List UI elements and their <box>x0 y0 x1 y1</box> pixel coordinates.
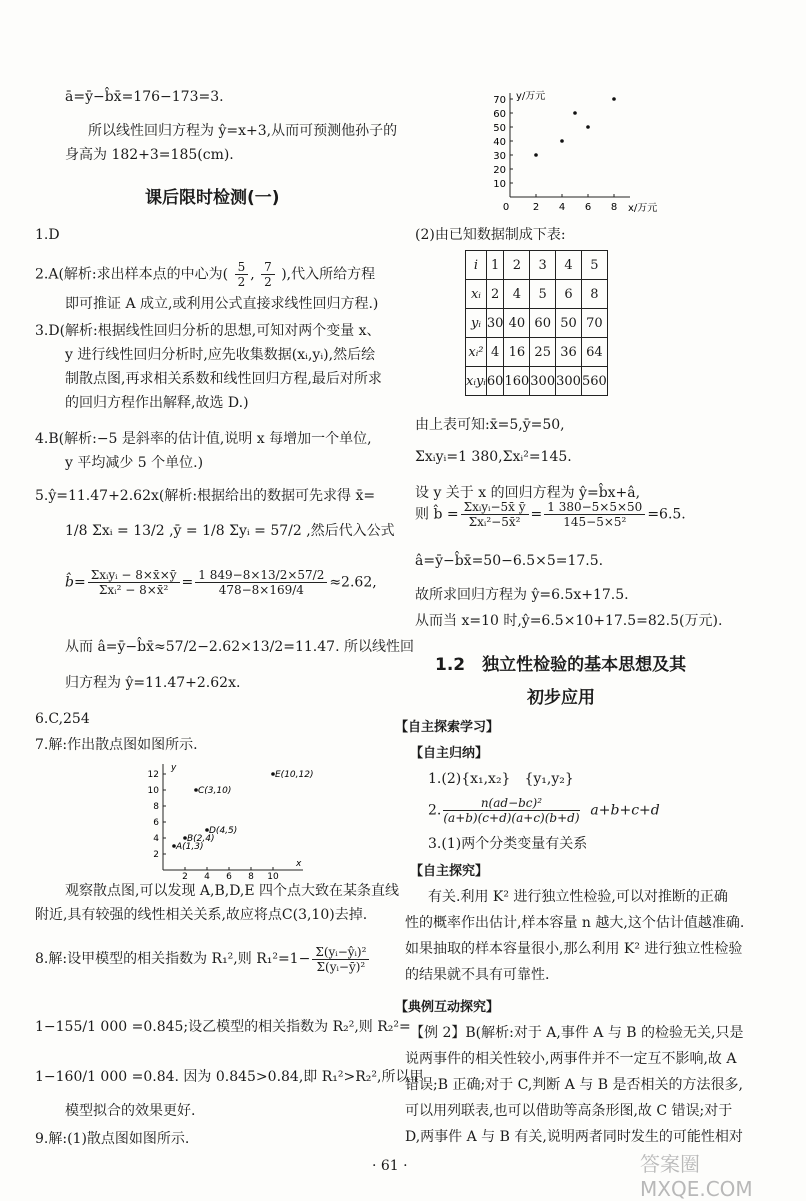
x-tick-label: 8 <box>248 872 254 882</box>
text-line: 说两事件的相关性较小,两事件并不一定互不影响,故 A <box>405 1051 737 1067</box>
y-tick-label: 70 <box>493 95 506 106</box>
answer-2: 2.A(解析:求出样本点的中心为( $\frac{5}{2}$ , $\frac{7}{2}$ ),代入所给方程 <box>35 260 376 289</box>
text-line: 可以用列联表,也可以借助等高条形图,故 C 错误;对于 <box>405 1103 733 1119</box>
answer-7: 7.解:作出散点图如图所示. <box>35 737 198 753</box>
y-tick-label: 8 <box>153 802 159 812</box>
answer-1: 1.D <box>35 227 60 243</box>
table-cell: 5 <box>530 280 556 309</box>
y-tick-label: 60 <box>493 109 506 120</box>
data-point <box>560 139 564 143</box>
answer-5: 5.ŷ=11.47+2.62x(解析:根据给出的数据可先求得 x̄= <box>35 488 376 504</box>
x-axis-label: x <box>296 859 302 869</box>
tag-heading: 【自主探索学习】 <box>395 720 500 735</box>
table-row <box>466 309 608 338</box>
y-tick-label: 20 <box>493 165 506 176</box>
table-row <box>466 280 608 309</box>
y-tick-label: 50 <box>493 123 506 134</box>
text-line: 3.(1)两个分类变量有关系 <box>428 836 588 852</box>
text-line: ā=ȳ−b̂x̄=176−173=3. <box>65 89 224 105</box>
text-line: 的结果就不具有可靠性. <box>405 967 550 983</box>
text-line: 观察散点图,可以发现 A,B,D,E 四个点大致在某条直线 <box>65 883 400 899</box>
x-tick-label: 4 <box>204 872 210 882</box>
x-tick-label: 2 <box>182 872 188 882</box>
table-cell: xᵢyᵢ <box>466 367 487 396</box>
point-label: C(3,10) <box>198 786 232 796</box>
text-line: 1/8 Σxᵢ = 13/2 ,ȳ = 1/8 Σyᵢ = 57/2 ,然后代入公式 <box>65 523 395 539</box>
table-row <box>466 367 608 396</box>
text-line: â=ȳ−b̂x̄=50−6.5×5=17.5. <box>415 553 604 569</box>
x-tick-label: 6 <box>226 872 232 882</box>
table-cell: xᵢ² <box>466 338 487 367</box>
y-tick-label: 4 <box>153 834 159 844</box>
data-point <box>534 153 538 157</box>
table-cell: 300 <box>530 367 556 396</box>
y-tick-label: 10 <box>147 786 159 796</box>
text-line: 即可推证 A 成立,或利用公式直接求线性回归方程.) <box>65 296 379 312</box>
text-line: 性的概率作出估计,样本容量 n 越大,这个估计值越准确. <box>405 915 745 931</box>
table-cell: 8 <box>581 280 607 309</box>
data-point <box>612 97 616 101</box>
y-tick-label: 2 <box>153 850 159 860</box>
text-line: 如果抽取的样本容量很小,那么利用 K² 进行独立性检验 <box>405 941 743 957</box>
table-cell: 300 <box>556 367 582 396</box>
table-cell: 64 <box>581 338 607 367</box>
text-line: 模型拟合的效果更好. <box>65 1103 196 1119</box>
y-tick-label: 12 <box>147 770 159 780</box>
text-line: 错误;B 正确;对于 C,判断 A 与 B 是否相关的方法很多, <box>405 1077 743 1093</box>
text-line: 附近,具有较强的线性相关关系,故应将点C(3,10)去掉. <box>35 907 368 923</box>
text-line: 1.(2){x₁,x₂} {y₁,y₂} <box>428 771 574 787</box>
text-line: 设 y 关于 x 的回归方程为 ŷ=b̂x+â, <box>415 485 641 501</box>
data-point <box>586 125 590 129</box>
x-tick-label: 2 <box>532 202 540 213</box>
table-cell: 6 <box>556 280 582 309</box>
table-cell: 60 <box>530 309 556 338</box>
text-line: 制散点图,再求相关系数和线性回归方程,最后对所求 <box>65 371 382 387</box>
text-line: 的回归方程作出解释,故选 D.) <box>65 395 249 411</box>
table-cell: 70 <box>581 309 607 338</box>
table-cell: 4 <box>486 338 504 367</box>
table-cell: yᵢ <box>466 309 487 338</box>
table-cell: 36 <box>556 338 582 367</box>
text-line: 归方程为 ŷ=11.47+2.62x. <box>65 675 241 691</box>
x-tick-label: 8 <box>610 202 618 213</box>
point-label: D(4,5) <box>209 826 238 836</box>
table-cell: 4 <box>556 251 582 280</box>
x-axis-label: x/万元 <box>628 203 658 214</box>
y-tick-label: 40 <box>493 137 506 148</box>
data-table <box>465 250 608 396</box>
table-cell: 40 <box>504 309 530 338</box>
text-line: Σxᵢyᵢ=1 380,Σxᵢ²=145. <box>415 449 572 465</box>
section-title: 1.2 独立性检验的基本思想及其 <box>435 655 687 675</box>
point-label: E(10,12) <box>275 770 314 780</box>
table-cell: 5 <box>581 251 607 280</box>
scatter-plot-9 <box>480 85 710 215</box>
formula-b-hat-2: 则 b̂ = $\frac{\text{Σxᵢyᵢ−5x̄ ȳ}}{\text{Σxᵢ²−5x̄²}}$ = $\frac{1 380-5\times 5\times 50}{\text{145−5×5²}}$ =6.5. <box>415 500 686 529</box>
table-cell: 50 <box>556 309 582 338</box>
answer-6: 6.C,254 <box>35 711 90 727</box>
y-axis-label: y/万元 <box>516 91 546 102</box>
text-line: 所以线性回归方程为 ŷ=x+3,从而可预测他孙子的 <box>88 123 398 139</box>
scatter-plot-7 <box>138 760 314 882</box>
x-tick-label: 6 <box>584 202 592 213</box>
table-cell: 3 <box>530 251 556 280</box>
table-cell: i <box>466 251 487 280</box>
text-line: 有关.利用 K² 进行独立性检验,可以对推断的正确 <box>428 889 728 905</box>
x-tick-label: 10 <box>267 872 279 882</box>
x-tick-label: 4 <box>558 202 566 213</box>
table-cell: 160 <box>504 367 530 396</box>
table-cell: 30 <box>486 309 504 338</box>
section-title: 课后限时检测(一) <box>145 188 280 208</box>
table-row <box>466 251 608 280</box>
table-cell: 60 <box>486 367 504 396</box>
answer-3: 3.D(解析:根据线性回归分析的思想,可知对两个变量 x、 <box>35 323 381 339</box>
tag-heading: 【典例互动探究】 <box>395 1000 500 1015</box>
text-line: 身高为 182+3=185(cm). <box>65 147 234 163</box>
table-cell: 2 <box>504 251 530 280</box>
table-cell: xᵢ <box>466 280 487 309</box>
y-axis-label: y <box>171 763 177 773</box>
table-cell: 1 <box>486 251 504 280</box>
table-cell: 560 <box>581 367 607 396</box>
table-cell: 2 <box>486 280 504 309</box>
text-line: 故所求回归方程为 ŷ=6.5x+17.5. <box>415 587 629 603</box>
formula-b-hat: b̂= $\frac{\text{Σxᵢyᵢ − 8×x̄×ȳ}}{\text{Σxᵢ² − 8×x̄²}}$ = $\frac{1 849-8\times 13/2\times 57/2}{478-8\times 169/4}$ ≈2.62, <box>65 568 377 597</box>
tag-heading: 【自主探究】 <box>410 864 489 879</box>
text-line: 由上表可知:x̄=5,ȳ=50, <box>415 417 565 433</box>
text-line: 从而 â=ȳ−b̂x̄≈57/2−2.62×13/2=11.47. 所以线性回 <box>65 639 414 655</box>
text-line: (2)由已知数据制成下表: <box>415 227 566 243</box>
answer-9: 9.解:(1)散点图如图所示. <box>35 1131 190 1147</box>
text-line: D,两事件 A 与 B 有关,说明两者同时发生的可能性相对 <box>405 1129 743 1145</box>
answer-4: 4.B(解析:−5 是斜率的估计值,说明 x 每增加一个单位, <box>35 431 372 447</box>
answer-8: 8.解:设甲模型的相关指数为 R₁²,则 R₁²=1− $\frac{\text{Σ(yᵢ−ŷᵢ)²}}{\text{Σ(yᵢ−ȳ)²}}$ <box>35 944 371 974</box>
section-title: 初步应用 <box>527 688 595 708</box>
tag-heading: 【自主归纳】 <box>410 746 489 761</box>
y-tick-label: 30 <box>493 151 506 162</box>
point-label: B(2,4) <box>187 834 215 844</box>
table-cell: 25 <box>530 338 556 367</box>
watermark: 答案圈 MXQE.COM <box>640 1152 753 1201</box>
x-tick-label: 0 <box>502 202 510 213</box>
y-tick-label: 10 <box>493 179 506 190</box>
text-line: 从而当 x=10 时,ŷ=6.5×10+17.5=82.5(万元). <box>415 613 723 629</box>
text-line: y 进行线性回归分析时,应先收集数据(xᵢ,yᵢ),然后绘 <box>65 347 376 363</box>
y-tick-label: 6 <box>153 818 159 828</box>
data-point <box>573 111 577 115</box>
table-cell: 16 <box>504 338 530 367</box>
text-line: y 平均减少 5 个单位.) <box>65 455 204 471</box>
page-number: · 61 · <box>372 1158 408 1174</box>
point-label: A(1,3) <box>176 842 204 852</box>
table-cell: 4 <box>504 280 530 309</box>
text-line: 1−155/1 000 =0.845;设乙模型的相关指数为 R₂²,则 R₂²= <box>35 1019 411 1035</box>
text-line: 【例 2】B(解析:对于 A,事件 A 与 B 的检验无关,只是 <box>410 1025 744 1041</box>
formula-k2: 2. $\frac{\text{n(ad−bc)²}}{(a+b)(c+d)(a+c)(b+d)}$ a+b+c+d <box>428 796 660 825</box>
table-row <box>466 338 608 367</box>
text-line: 1−160/1 000 =0.84. 因为 0.845>0.84,即 R₁²>R₂²,所以甲 <box>35 1069 424 1085</box>
